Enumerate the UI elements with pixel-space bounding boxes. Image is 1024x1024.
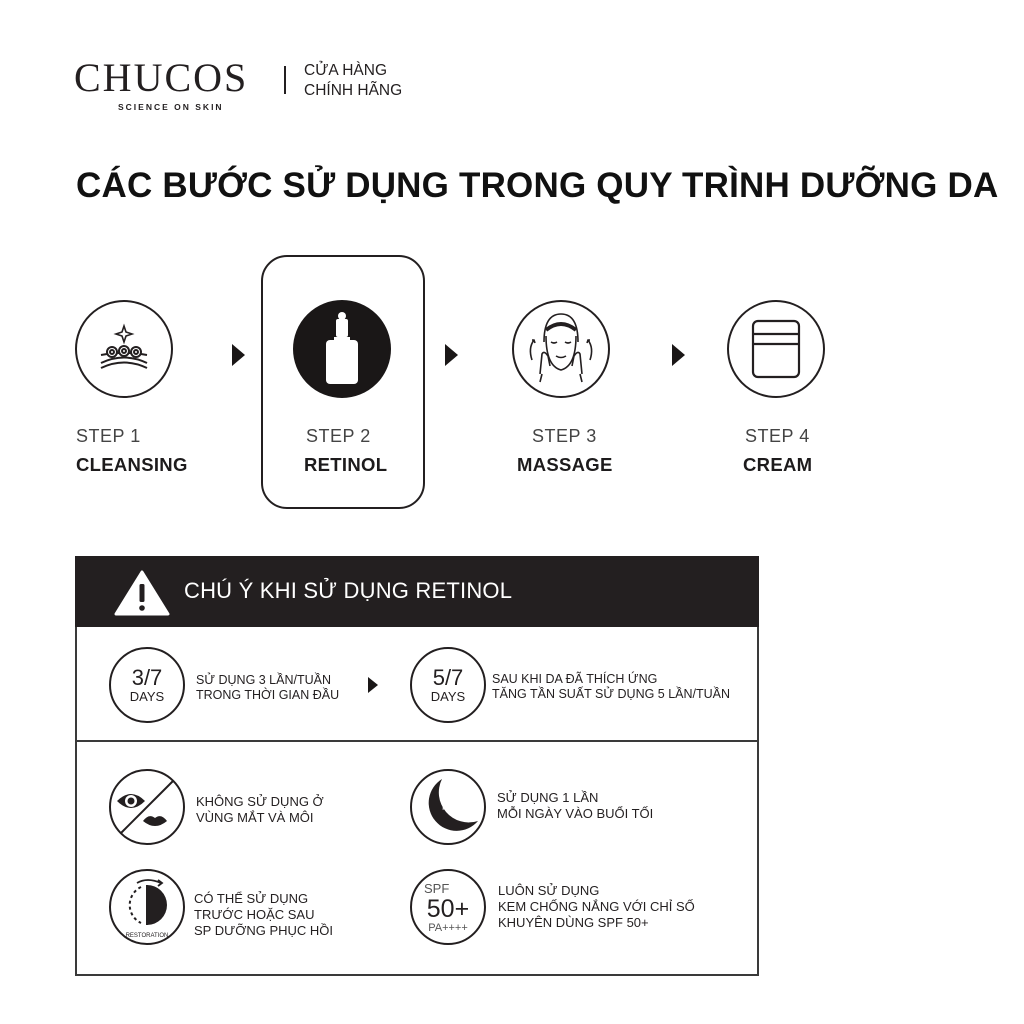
rule-text-every-night — [497, 790, 653, 822]
frequency-unit: DAYS — [129, 688, 165, 704]
official-store-label — [304, 61, 402, 101]
step-arrow-icon — [672, 344, 685, 366]
step-2-name: RETINOL — [304, 454, 388, 475]
step-2-number: STEP 2 — [306, 426, 371, 446]
rule-text-line: SP DƯỠNG PHỤC HỒI — [194, 923, 334, 938]
frequency-text-line: SỬ DỤNG 3 LẦN/TUẦN — [196, 673, 332, 687]
rule-text-line: KEM CHỐNG NẮNG VỚI CHỈ SỐ — [498, 899, 695, 914]
page-title: CÁC BƯỚC SỬ DỤNG TRONG QUY TRÌNH DƯỠNG DA — [76, 166, 999, 205]
frequency-fraction: 5/7 — [432, 664, 464, 690]
frequency-badge-5-7 — [410, 647, 486, 723]
rule-text-spf — [498, 883, 695, 931]
logo-divider — [284, 66, 286, 94]
frequency-arrow-icon — [368, 677, 378, 693]
cream-jar-icon — [727, 300, 825, 398]
spf-badge-bottom: PA++++ — [428, 922, 468, 934]
spf-icon — [410, 869, 486, 945]
rule-text-restoration — [194, 891, 333, 939]
step-1-number: STEP 1 — [76, 426, 141, 446]
serum-bottle-icon — [293, 300, 391, 398]
frequency-text-2 — [492, 672, 730, 702]
step-arrow-icon — [232, 344, 245, 366]
frequency-text-1 — [196, 673, 339, 703]
rule-text-no-eye-lip — [196, 794, 324, 826]
frequency-text-line: TĂNG TẦN SUẤT SỬ DỤNG 5 LẦN/TUẦN — [492, 687, 731, 701]
frequency-badge-3-7 — [109, 647, 185, 723]
panel-divider — [75, 740, 759, 742]
rule-text-line: KHÔNG SỬ DỤNG Ở — [196, 794, 324, 809]
brand-tagline: SCIENCE ON SKIN — [118, 102, 224, 112]
rule-text-line: LUÔN SỬ DỤNG — [498, 883, 600, 898]
restoration-badge: RESTORATION — [125, 933, 169, 939]
warning-triangle-icon — [114, 570, 170, 621]
moon-badge-line2: NIGHT — [442, 802, 470, 812]
step-4-name: CREAM — [743, 454, 813, 475]
store-line-1: CỬA HÀNG — [304, 62, 388, 79]
brand-logo: CHUCOS — [74, 55, 249, 100]
moon-badge-line1: EVERY — [440, 791, 472, 801]
spf-badge-mid: 50+ — [426, 895, 470, 923]
moon-night-icon — [410, 769, 486, 845]
step-3-name: MASSAGE — [517, 454, 613, 475]
step-4-number: STEP 4 — [745, 426, 810, 446]
frequency-text-line: TRONG THỜI GIAN ĐẦU — [196, 688, 340, 702]
no-eye-lip-icon — [109, 769, 185, 845]
step-arrow-icon — [445, 344, 458, 366]
rule-text-line: TRƯỚC HOẶC SAU — [194, 907, 315, 922]
rule-text-line: MỖI NGÀY VÀO BUỔI TỐI — [497, 806, 654, 821]
warning-title: CHÚ Ý KHI SỬ DỤNG RETINOL — [184, 578, 513, 603]
rule-text-line: SỬ DỤNG 1 LẦN — [497, 790, 599, 805]
rule-text-line: CÓ THỂ SỬ DỤNG — [194, 891, 309, 906]
frequency-fraction: 3/7 — [131, 664, 163, 690]
restoration-icon — [109, 869, 185, 945]
frequency-unit: DAYS — [430, 688, 466, 704]
cleansing-icon — [75, 300, 173, 398]
rule-text-line: VÙNG MẮT VÀ MÔI — [196, 810, 314, 825]
spf-badge-top: SPF — [424, 881, 450, 896]
face-massage-icon — [512, 300, 610, 398]
step-3-number: STEP 3 — [532, 426, 597, 446]
frequency-text-line: SAU KHI DA ĐÃ THÍCH ỨNG — [492, 672, 658, 686]
store-line-2: CHÍNH HÃNG — [304, 82, 403, 99]
rule-text-line: KHUYÊN DÙNG SPF 50+ — [498, 915, 649, 930]
step-1-name: CLEANSING — [76, 454, 188, 475]
